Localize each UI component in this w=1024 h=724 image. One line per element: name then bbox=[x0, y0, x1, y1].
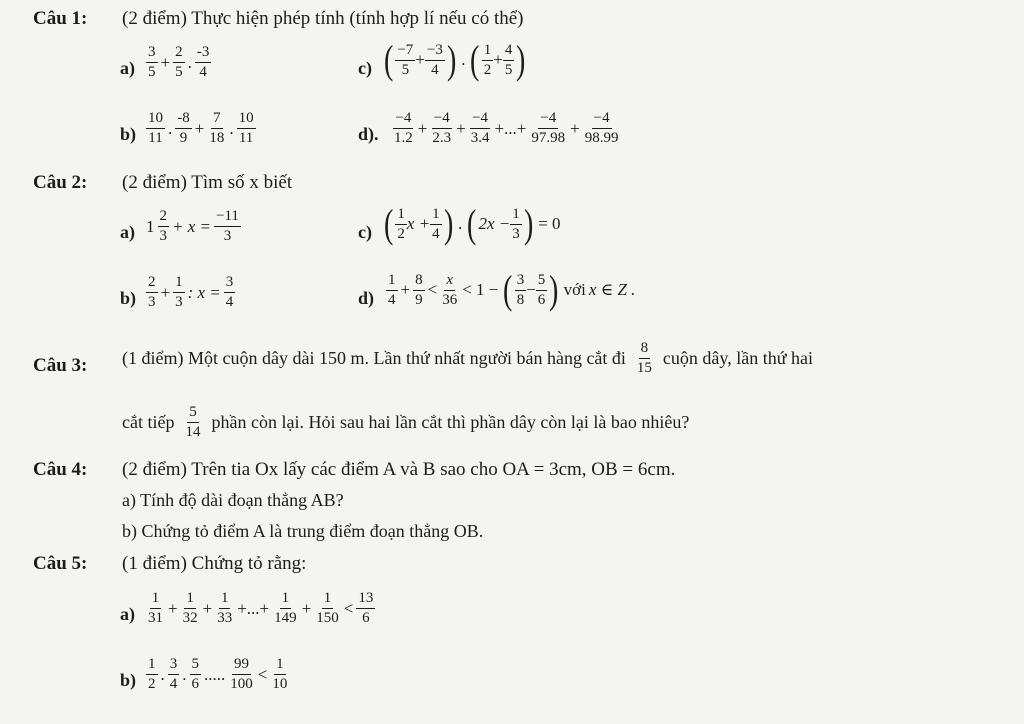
question-4-part-b: b) Chứng tỏ điểm A là trung điểm đoạn thẳng OB. bbox=[122, 521, 484, 541]
fraction: $\frac{-4}{3.4}$ bbox=[470, 110, 490, 146]
fraction: $\frac{1}{10}$ bbox=[272, 656, 288, 692]
fraction: $\frac{-7}{5}$ bbox=[397, 41, 414, 78]
fraction: $\frac{x}{36}$ bbox=[442, 271, 458, 308]
fraction: $\frac{3}{8}$ bbox=[516, 271, 525, 308]
q1c-expression: ( $\frac{-7}{5}$ + $\frac{-3}{4}$ ) . ( $\frac{1}{2}$ + $\frac{4}{5}$ ) bbox=[383, 37, 526, 82]
fraction: $\frac{7}{18}$ bbox=[209, 110, 225, 146]
fraction: $\frac{1}{2}$ bbox=[483, 41, 492, 78]
fraction: $\frac{1}{32}$ bbox=[182, 590, 198, 626]
fraction: $\frac{-4}{1.2}$ bbox=[394, 110, 413, 146]
q2d-expression: $\frac{1}{4}$ + $\frac{8}{9}$ < $\frac{x}{36}$ < 1 − ( $\frac{3}{8}$ − $\frac{5}{6}$ ) với x ∈ Z . bbox=[388, 267, 636, 312]
q2b-expression: $\frac{2}{3}$ + $\frac{1}{3}$ : x = $\frac{3}{4}$ bbox=[148, 274, 234, 310]
q1b-label: b) bbox=[120, 124, 137, 144]
q1d-expression: $\frac{-4}{1.2}$ + $\frac{-4}{2.3}$ + $\frac{-4}{3.4}$ +...+ $\frac{-4}{97.98}$ + $\frac{-4}{98.99}$ bbox=[394, 110, 619, 146]
fraction: $\frac{3}{5}$ bbox=[148, 44, 156, 80]
fraction: $\frac{-3}{4}$ bbox=[196, 44, 210, 80]
fraction: $\frac{-4}{97.98}$ bbox=[531, 110, 566, 146]
question-4-heading: (2 điểm) Trên tia Ox lấy các điểm A và B sao cho OA = 3cm, OB = 6cm. bbox=[122, 459, 676, 480]
fraction: $\frac{1}{3}$ bbox=[512, 205, 520, 242]
fraction: $\frac{1}{4}$ bbox=[432, 205, 440, 242]
fraction: $\frac{-11}{3}$ bbox=[216, 208, 239, 244]
fraction: $\frac{8}{15}$ bbox=[636, 340, 652, 376]
question-4-label: Câu 4: bbox=[33, 459, 88, 480]
fraction: $\frac{5}{14}$ bbox=[185, 404, 201, 440]
fraction: $\frac{-4}{98.99}$ bbox=[584, 110, 619, 146]
fraction: $\frac{2}{5}$ bbox=[175, 44, 183, 80]
question-1-heading: (2 điểm) Thực hiện phép tính (tính hợp lí nếu có thể) bbox=[122, 8, 524, 29]
question-5-heading: (1 điểm) Chứng tỏ rằng: bbox=[122, 553, 307, 574]
fraction: $\frac{1}{150}$ bbox=[316, 590, 339, 626]
q2a-expression: 1 $\frac{2}{3}$ + x = $\frac{-11}{3}$ bbox=[146, 208, 239, 244]
fraction: $\frac{-3}{4}$ bbox=[426, 41, 443, 78]
fraction: $\frac{99}{100}$ bbox=[230, 656, 253, 692]
q1a-expression: $\frac{3}{5}$ + $\frac{2}{5}$ . $\frac{-3}{4}$ bbox=[148, 44, 210, 80]
q5a-label: a) bbox=[120, 604, 135, 624]
question-4-part-a: a) Tính độ dài đoạn thẳng AB? bbox=[122, 490, 344, 510]
question-2-label: Câu 2: bbox=[33, 172, 88, 193]
fraction: $\frac{1}{31}$ bbox=[148, 590, 163, 626]
fraction: $\frac{-8}{9}$ bbox=[177, 110, 190, 146]
question-3-line-2: cắt tiếp $\frac{5}{14}$ phần còn lại. Hỏi sau hai lần cắt thì phần dây còn lại là bao nhiêu? bbox=[122, 404, 690, 440]
fraction: $\frac{2}{3}$ bbox=[148, 274, 156, 310]
fraction: $\frac{1}{2}$ bbox=[148, 656, 156, 692]
q2c-label: c) bbox=[358, 222, 372, 242]
fraction: $\frac{1}{33}$ bbox=[217, 590, 233, 626]
fraction: $\frac{3}{4}$ bbox=[169, 656, 178, 692]
q1b-expression: $\frac{10}{11}$ . $\frac{-8}{9}$ + $\frac{7}{18}$ . $\frac{10}{11}$ bbox=[148, 110, 254, 146]
fraction: $\frac{1}{149}$ bbox=[274, 590, 297, 626]
fraction: $\frac{1}{4}$ bbox=[388, 271, 396, 308]
q2d-label: d) bbox=[358, 288, 375, 308]
q2b-label: b) bbox=[120, 288, 137, 308]
fraction: $\frac{1}{2}$ bbox=[397, 205, 405, 242]
question-3-line-1: (1 điểm) Một cuộn dây dài 150 m. Lần thứ nhất người bán hàng cắt đi $\frac{8}{15}$ cuộn dây, lần thứ hai bbox=[122, 340, 813, 376]
q1c-label: c) bbox=[358, 58, 372, 78]
q2a-label: a) bbox=[120, 222, 135, 242]
fraction: $\frac{13}{6}$ bbox=[358, 590, 374, 626]
fraction: $\frac{3}{4}$ bbox=[225, 274, 234, 310]
question-5-label: Câu 5: bbox=[33, 553, 88, 574]
fraction: $\frac{5}{6}$ bbox=[191, 656, 199, 692]
q2c-expression: ( $\frac{1}{2}$ x + $\frac{1}{4}$ ) . ( 2x − $\frac{1}{3}$ ) = 0 bbox=[383, 201, 561, 246]
q5b-label: b) bbox=[120, 670, 137, 690]
fraction: $\frac{-4}{2.3}$ bbox=[432, 110, 452, 146]
fraction: $\frac{1}{3}$ bbox=[175, 274, 183, 310]
question-2-heading: (2 điểm) Tìm số x biết bbox=[122, 172, 293, 193]
question-3-label: Câu 3: bbox=[33, 355, 88, 376]
fraction: $\frac{5}{6}$ bbox=[537, 271, 546, 308]
fraction: $\frac{2}{3}$ bbox=[159, 208, 167, 244]
fraction: $\frac{8}{9}$ bbox=[415, 271, 423, 308]
fraction: $\frac{4}{5}$ bbox=[504, 41, 513, 78]
q5a-expression: $\frac{1}{31}$ + $\frac{1}{32}$ + $\frac{1}{33}$ +...+ $\frac{1}{149}$ + $\frac{1}{150}$ < $\frac{13}{6}$ bbox=[148, 590, 374, 626]
q1a-label: a) bbox=[120, 58, 135, 78]
fraction: $\frac{10}{11}$ bbox=[148, 110, 163, 146]
q1d-label: d). bbox=[358, 124, 379, 144]
fraction: $\frac{10}{11}$ bbox=[238, 110, 254, 146]
q5b-expression: $\frac{1}{2}$ . $\frac{3}{4}$ . $\frac{5}{6}$ ..... $\frac{99}{100}$ < $\frac{1}{10}$ bbox=[148, 656, 288, 692]
question-1-label: Câu 1: bbox=[33, 8, 88, 29]
